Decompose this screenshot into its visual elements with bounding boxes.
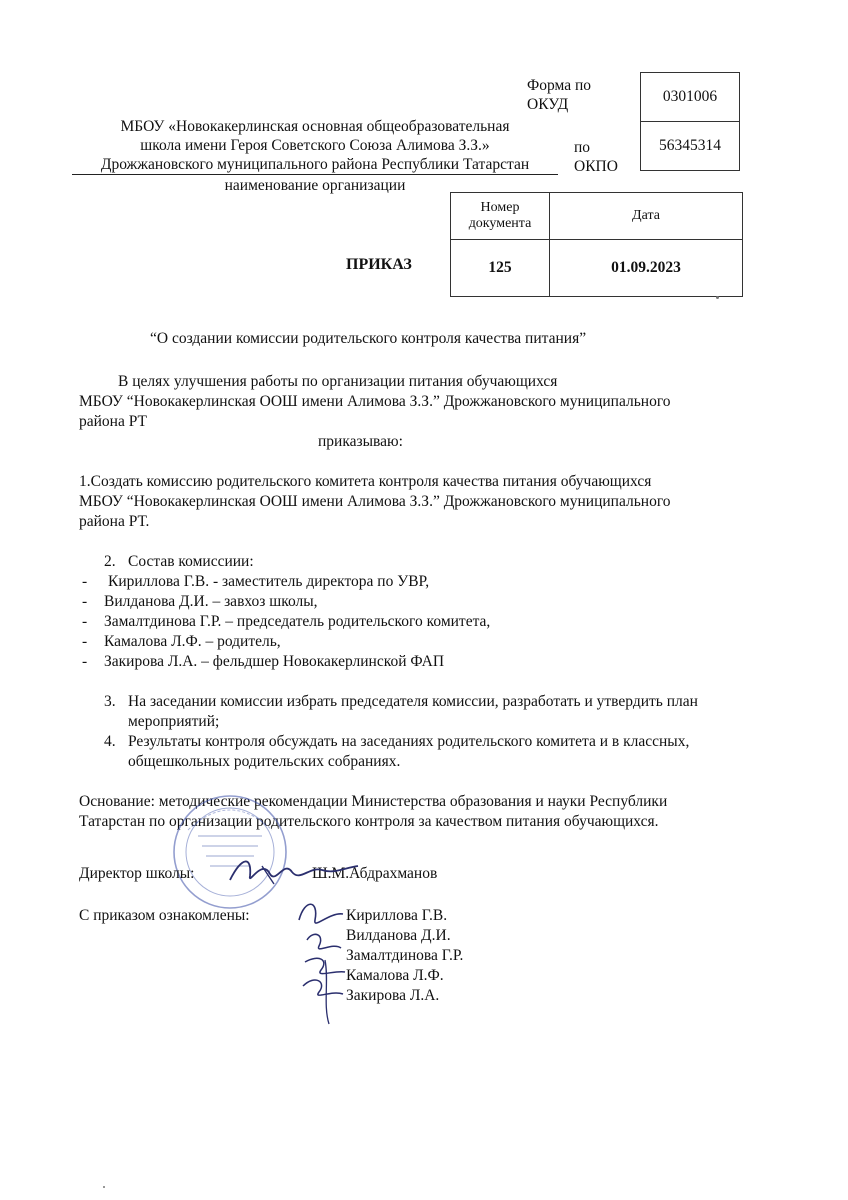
- document-number-table: [450, 192, 743, 297]
- ack-name: Кириллова Г.В.: [346, 907, 448, 924]
- item1-line-3: района РТ.: [79, 513, 150, 530]
- item2-number: 2.: [104, 553, 116, 570]
- list-dash: -: [82, 633, 88, 650]
- member-text: Вилданова Д.И. – завхоз школы,: [104, 593, 318, 610]
- intro-line-2: МБОУ “Новокакерлинская ООШ имени Алимова З.З.” Дрожжановского муниципального: [79, 393, 671, 410]
- okud-label: [527, 76, 591, 114]
- member-text: Кириллова Г.В. - заместитель директора по УВР,: [108, 573, 430, 590]
- organization-name: [72, 117, 558, 175]
- basis-line-1: Основание: методические рекомендации Министерства образования и науки Республики: [79, 793, 668, 810]
- okpo-code: 56345314: [641, 122, 740, 171]
- member-text: Закирова Л.А. – фельдшер Новокакерлинской ФАП: [104, 653, 445, 670]
- ack-signatures: [285, 890, 355, 1030]
- ack-label: С приказом ознакомлены:: [79, 907, 250, 924]
- org-line-3: Дрожжановского муниципального района Республики Татарстан: [72, 155, 558, 175]
- ack-name: Вилданова Д.И.: [346, 927, 451, 944]
- list-dash: -: [82, 573, 88, 590]
- item3-number: 3.: [104, 693, 116, 710]
- list-dash: -: [82, 653, 88, 670]
- director-signature: [222, 846, 362, 896]
- number-header: [451, 193, 550, 240]
- date-header: Дата: [550, 193, 743, 240]
- org-line-2: школа имени Героя Советского Союза Алимова З.З.»: [140, 137, 490, 154]
- ack-name: Камалова Л.Ф.: [346, 967, 444, 984]
- item4-number: 4.: [104, 733, 116, 750]
- organization-caption: наименование организации: [224, 177, 406, 194]
- org-line-1: МБОУ «Новокакерлинская основная общеобразовательная: [120, 118, 510, 135]
- list-dash: -: [82, 593, 88, 610]
- item4-line-2: общешкольных родительских собраниях.: [128, 753, 401, 770]
- director-label: Директор школы:: [79, 865, 195, 882]
- number-header-line2: документа: [468, 216, 532, 231]
- okud-label-line2: ОКУД: [527, 96, 569, 113]
- number-header-line1: Номер: [480, 200, 520, 215]
- okud-label-line1: Форма по: [527, 77, 592, 94]
- okud-code: 0301006: [641, 73, 740, 122]
- item1-line-1: 1.Создать комиссию родительского комитета контроля качества питания обучающихся: [79, 473, 652, 490]
- item2-title: Состав комиссиии:: [128, 553, 254, 570]
- basis-line-2: Татарстан по организации родительского контроля за качеством питания обучающихся.: [79, 813, 659, 830]
- director-name: Ш.М.Абдрахманов: [312, 865, 438, 882]
- item3-line-1: На заседании комиссии избрать председателя комиссии, разработать и утвердить план: [128, 693, 698, 710]
- scan-speck: [716, 296, 719, 299]
- list-dash: -: [82, 613, 88, 630]
- codes-table: [640, 72, 740, 171]
- document-date: 01.09.2023: [550, 240, 743, 297]
- item3-line-2: мероприятий;: [128, 713, 220, 730]
- ack-name: Замалтдинова Г.Р.: [346, 947, 464, 964]
- member-text: Камалова Л.Ф. – родитель,: [104, 633, 281, 650]
- scan-speck: [103, 1186, 105, 1188]
- document-title: ПРИКАЗ: [346, 256, 412, 273]
- intro-line-1: В целях улучшения работы по организации питания обучающихся: [118, 373, 558, 390]
- ack-name: Закирова Л.А.: [346, 987, 440, 1004]
- order-word: приказываю:: [318, 433, 403, 450]
- okpo-label-line2: ОКПО: [574, 158, 618, 175]
- intro-line-3: района РТ: [79, 413, 148, 430]
- item4-line-1: Результаты контроля обсуждать на заседаниях родительского комитета и в классных,: [128, 733, 690, 750]
- member-text: Замалтдинова Г.Р. – председатель родительского комитета,: [104, 613, 491, 630]
- okpo-label: [574, 138, 618, 176]
- item1-line-2: МБОУ “Новокакерлинская ООШ имени Алимова З.З.” Дрожжановского муниципального: [79, 493, 671, 510]
- okpo-label-line1: по: [574, 139, 591, 156]
- order-subject: “О создании комиссии родительского контроля качества питания”: [150, 330, 587, 347]
- document-number: 125: [451, 240, 550, 297]
